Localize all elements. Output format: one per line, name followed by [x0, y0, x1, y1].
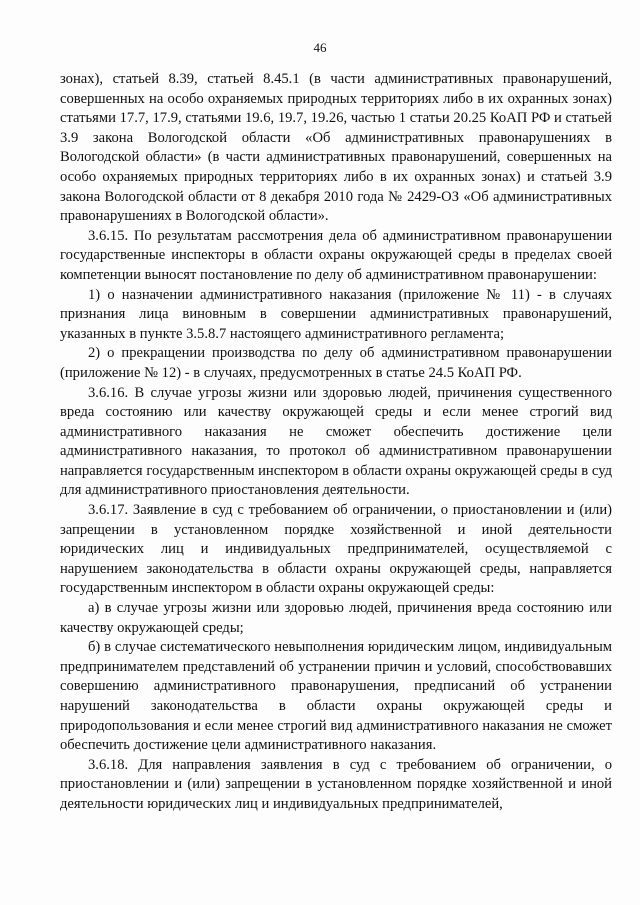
- paragraph-item-1: 1) о назначении административного наказания (приложение № 11) - в случаях признания лица виновным в совершении административных правонарушений, указанных в пункте 3.5.8.7 настоящего административного регламента;: [60, 286, 612, 342]
- paragraph-3-6-16: 3.6.16. В случае угрозы жизни или здоровью людей, причинения существенного вреда состоянию или качеству окружающей среды и если менее строгий вид административного наказания не сможет обеспечить достижение цели административного наказания, то протокол об административном правонарушении направляется государственным инспектором в области охраны окружающей среды в суд для административного приостановления деятельности.: [60, 384, 612, 499]
- paragraph-item-a: а) в случае угрозы жизни или здоровью людей, причинения вреда состоянию или качеству окружающей среды;: [60, 600, 612, 636]
- paragraph-item-2: 2) о прекращении производства по делу об административном правонарушении (приложение № 12) - в случаях, предусмотренных в статье 24.5 КоАП РФ.: [60, 345, 612, 381]
- paragraph-3-6-17: 3.6.17. Заявление в суд с требованием об ограничении, о приостановлении и (или) запрещении в установленном порядке хозяйственной и иной деятельности юридических лиц и индивидуальных предпринимателей, осуществляемой с нарушением законодательства в области охраны окружающей среды, направляется государственным инспектором в области охраны окружающей среды:: [60, 502, 612, 597]
- page-number: 46: [313, 40, 327, 55]
- paragraph-3-6-15: 3.6.15. По результатам рассмотрения дела об административном правонарушении государственные инспекторы в области охраны окружающей среды в пределах своей компетенции выносят постановление по делу об административном правонарушении:: [60, 227, 612, 283]
- paragraph-item-b: б) в случае систематического невыполнения юридическим лицом, индивидуальным предпринимателем представлений об устранении причин и условий, способствовавших совершению административного правонарушения, предписаний об устранении нарушений законодательства в области охраны окружающей среды и природопользования и если менее строгий вид административного наказания не сможет обеспечить достижение цели административного наказания.: [60, 639, 612, 754]
- document-body: [60, 70, 612, 815]
- paragraph-continuation: зонах), статьей 8.39, статьей 8.45.1 (в части административных правонарушений, совершенных на особо охраняемых природных территориях либо в их охранных зонах) статьями 17.7, 17.9, статьями 19.6, 19.7, 19.26, частью 1 статьи 20.25 КоАП РФ и статьей 3.9 закона Вологодской области «Об административных правонарушениях в Вологодской области» (в части административных правонарушений, совершенных на особо охраняемых природных территориях либо в их охранных зонах) и статьей 3.9 закона Вологодской области от 8 декабря 2010 года № 2429-ОЗ «Об административных правонарушениях в Вологодской области».: [60, 71, 612, 225]
- paragraph-3-6-18: 3.6.18. Для направления заявления в суд с требованием об ограничении, о приостановлении и (или) запрещении в установленном порядке хозяйственной и иной деятельности юридических лиц и индивидуальных предпринимателей,: [60, 756, 612, 812]
